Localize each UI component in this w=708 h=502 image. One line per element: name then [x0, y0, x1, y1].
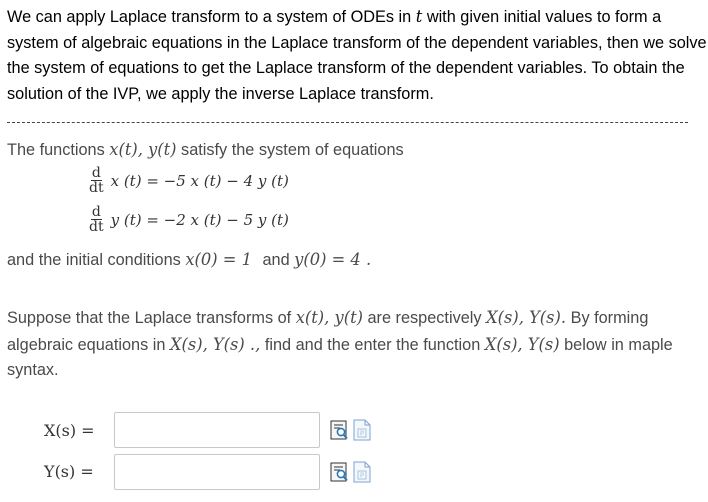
derivative-operator: [88, 205, 105, 234]
intro-math-t: t: [415, 7, 423, 26]
derivative-denominator: dt: [89, 219, 104, 235]
initial-conditions: [7, 250, 371, 270]
intro-paragraph: [7, 4, 707, 107]
question-text-4: find and the enter the function: [264, 335, 481, 354]
init-and: and: [262, 251, 290, 269]
question-paragraph: [7, 305, 707, 384]
question-text-5: below in maple syntax.: [7, 335, 673, 379]
dashed-divider: [7, 122, 688, 123]
intro-text-1: We can apply Laplace transform to a system of ODEs in: [7, 8, 412, 26]
answer-input-x[interactable]: [114, 412, 320, 448]
problem-math-functions: x(t), y(t): [109, 140, 177, 159]
answer-input-y[interactable]: [114, 454, 320, 490]
answer-label-y: Y(s) =: [44, 462, 94, 481]
equation-2-rhs: y (t) = −2 x (t) − 5 y (t): [110, 210, 289, 229]
answer-label-x: X(s) =: [44, 421, 95, 440]
derivative-numerator: d: [91, 204, 101, 220]
init-y: y(0) = 4 .: [294, 250, 372, 269]
derivative-operator: [88, 166, 105, 195]
problem-statement: [7, 140, 404, 160]
question-math-1: x(t), y(t): [295, 308, 363, 327]
equation-1: [88, 166, 289, 195]
help-document-icon[interactable]: [352, 461, 372, 483]
problem-text-2: satisfy the system of equations: [181, 141, 404, 159]
derivative-numerator: d: [91, 165, 101, 181]
preview-icon[interactable]: [330, 461, 350, 483]
question-math-3: X(s), Y(s) .,: [169, 334, 261, 354]
init-text: and the initial conditions: [7, 251, 181, 269]
svg-text:P: P: [359, 429, 365, 438]
problem-text-1: The functions: [7, 141, 105, 159]
intro-text-2: with given initial values to form a system of algebraic equations in the Laplace transform of the dependent variables, then we solve the system of equations to get the Laplace transform of the dependent variables. To obtain the solution of the IVP, we apply the inverse Laplace transform.: [7, 8, 707, 103]
svg-text:P: P: [359, 471, 365, 480]
question-text-2: are respectively: [367, 309, 482, 327]
question-math-4: X(s), Y(s): [484, 334, 560, 354]
question-math-2: X(s), Y(s).: [486, 308, 567, 327]
derivative-denominator: dt: [89, 180, 104, 196]
question-text-1: Suppose that the Laplace transforms of: [7, 309, 292, 327]
preview-icon[interactable]: [330, 419, 350, 441]
init-x: x(0) = 1: [185, 250, 252, 269]
equation-1-rhs: x (t) = −5 x (t) − 4 y (t): [110, 171, 289, 190]
help-document-icon[interactable]: [352, 419, 372, 441]
equation-2: [88, 205, 289, 234]
question-text-3: By forming algebraic equations in: [7, 309, 649, 354]
